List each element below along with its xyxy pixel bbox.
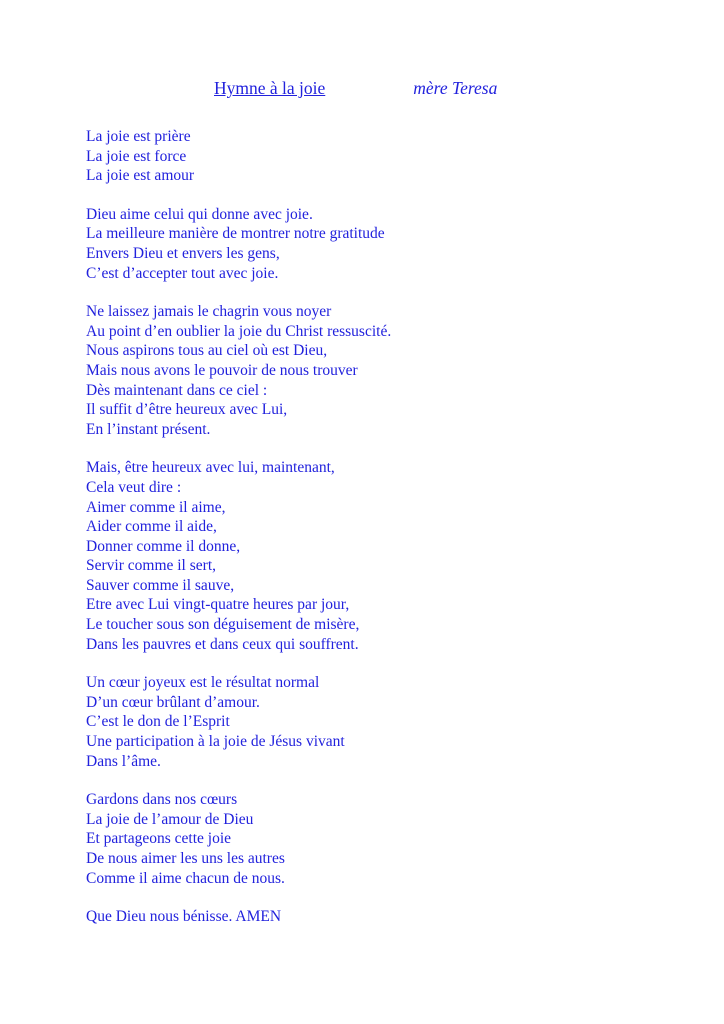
poem-line: Un cœur joyeux est le résultat normal — [86, 674, 320, 692]
poem-line: Servir comme il sert, — [86, 557, 216, 575]
poem-line: Et partageons cette joie — [86, 830, 232, 848]
poem-line: Une participation à la joie de Jésus vivant — [86, 733, 345, 751]
page-title: Hymne à la joie — [214, 78, 326, 98]
poem-line: D’un cœur brûlant d’amour. — [86, 693, 260, 711]
poem-line: Dans l’âme. — [86, 752, 161, 770]
poem-line: La joie est amour — [86, 167, 195, 185]
poem-line: Le toucher sous son déguisement de misère, — [86, 616, 360, 634]
stanza — [86, 458, 664, 654]
stanza — [86, 673, 664, 771]
poem-line: Aimer comme il aime, — [86, 498, 226, 516]
poem-line: En l’instant présent. — [86, 420, 211, 438]
poem-line: Donner comme il donne, — [86, 537, 241, 555]
poem-line: Dans les pauvres et dans ceux qui souffrent. — [86, 635, 359, 653]
title-row — [214, 78, 664, 99]
poem-line: Dès maintenant dans ce ciel : — [86, 381, 268, 399]
poem-line: De nous aimer les uns les autres — [86, 850, 285, 867]
poem-line: La joie est force — [86, 147, 187, 165]
stanza — [86, 302, 664, 439]
poem-line: Envers Dieu et envers les gens, — [86, 244, 280, 262]
poem-line: Aider comme il aide, — [86, 518, 217, 536]
poem-line: Que Dieu nous bénisse. AMEN — [86, 908, 282, 926]
poem-line: Comme il aime chacun de nous. — [86, 869, 285, 887]
stanza — [86, 127, 664, 186]
poem-line: Gardons dans nos cœurs — [86, 791, 238, 809]
stanza — [86, 205, 664, 283]
poem-line: Ne laissez jamais le chagrin vous noyer — [86, 303, 332, 321]
poem-line: C’est le don de l’Esprit — [86, 713, 230, 731]
poem-line: Mais nous avons le pouvoir de nous trouver — [86, 361, 358, 379]
poem-line: Dieu aime celui qui donne avec joie. — [86, 205, 313, 223]
stanza — [86, 907, 664, 927]
poem-line: Mais, être heureux avec lui, maintenant, — [86, 459, 335, 477]
poem-line: La joie de l’amour de Dieu — [86, 810, 254, 828]
poem-line: Nous aspirons tous au ciel où est Dieu, — [86, 342, 328, 360]
stanza — [86, 790, 664, 888]
poem-line: La meilleure manière de montrer notre gratitude — [86, 225, 385, 243]
poem-line: C’est d’accepter tout avec joie. — [86, 264, 279, 282]
poem-line: La joie est prière — [86, 128, 191, 145]
poem-line: Cela veut dire : — [86, 478, 182, 496]
poem-line: Il suffit d’être heureux avec Lui, — [86, 401, 288, 419]
poem-line: Etre avec Lui vingt-quatre heures par jour, — [86, 596, 350, 614]
poem-body — [86, 127, 664, 927]
poem-line: Au point d’en oublier la joie du Christ ressuscité. — [86, 322, 392, 340]
poem-line: Sauver comme il sauve, — [86, 576, 235, 594]
document-author: mère Teresa — [413, 78, 498, 98]
